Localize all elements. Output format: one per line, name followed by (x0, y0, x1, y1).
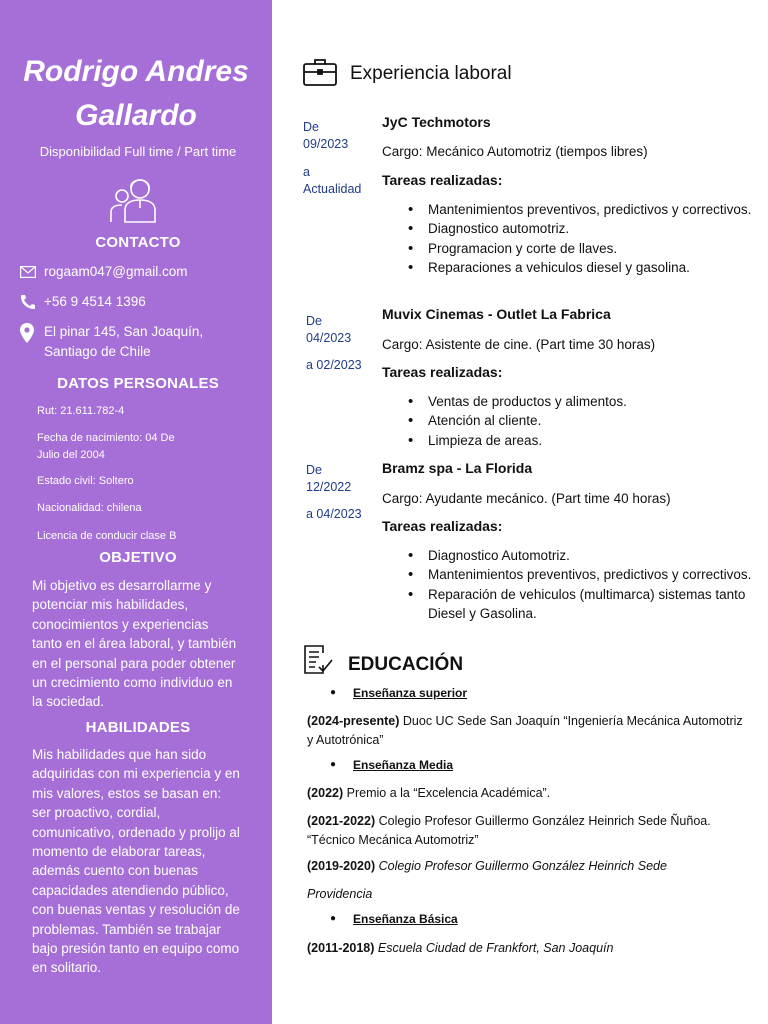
list-item: • Programacion y corte de llaves. (428, 239, 768, 258)
skills-text: Mis habilidades que han sido adquiridas con mi experiencia y en mis valores, estos se basan en: ser proactivo, cordial, comunicativo, ordenado y prolijo al momento de elaborar tareas, además cuento con buenas capacidades atendiendo público, con buenas ventas y resolución de problemas. También se trabajar bajo presión tanto en equipo como en solitario. (32, 747, 240, 976)
entry-year: (2022) (307, 786, 344, 800)
list-item: • Diagnostico Automotriz. (428, 546, 768, 565)
email-text: rogaam047@gmail.com (44, 264, 188, 279)
higher-education-entry (307, 712, 747, 750)
job-3-dates (306, 462, 362, 523)
list-item: • Reparaciones a vehiculos diesel y gasolina. (428, 258, 768, 277)
award-entry (307, 784, 747, 803)
phone-row[interactable] (20, 292, 146, 312)
higher-education-label: ● Enseñanza superior (353, 686, 467, 700)
people-icon (107, 174, 161, 224)
civil-status: Estado civil: Soltero (37, 475, 134, 487)
job-2-tasks (428, 392, 768, 450)
entry-text: Providencia (307, 887, 373, 901)
job-1-company: JyC Techmotors (382, 114, 491, 130)
primary-education-label: ● Enseñanza Básica (353, 912, 458, 926)
rut: Rut: 21.611.782-4 (37, 405, 125, 417)
candidate-name (0, 50, 272, 138)
list-item: • Mantenimientos preventivos, predictivos y correctivos. (428, 565, 768, 584)
secondary-entry-1 (307, 812, 747, 850)
list-item: • Limpieza de areas. (428, 431, 768, 450)
availability: Disponibilidad Full time / Part time (39, 144, 237, 159)
birth-line-1: Fecha de nacimiento: 04 De (37, 432, 175, 444)
entry-text: Duoc UC Sede San Joaquín “Ingeniería Mecánica Automotriz y Autotrónica” (307, 714, 743, 747)
job-1-to: Actualidad (303, 182, 362, 196)
job-3-role: Cargo: Ayudante mecánico. (Part time 40 horas) (382, 491, 671, 506)
location-pin-icon (20, 322, 44, 344)
job-2-role: Cargo: Asistente de cine. (Part time 30 horas) (382, 337, 656, 352)
objective-heading: OBJETIVO (99, 549, 177, 566)
job-2-tasks-label: Tareas realizadas: (382, 364, 503, 380)
personal-data-heading: DATOS PERSONALES (57, 375, 219, 392)
address-line-1: El pinar 145, San Joaquín, (44, 324, 204, 339)
job-1-to-label: a (303, 165, 310, 179)
entry-year: (2024-presente) (307, 714, 400, 728)
name-line-1: Rodrigo Andres (23, 55, 249, 88)
contact-heading: CONTACTO (95, 234, 181, 251)
job-1-dates (303, 119, 361, 198)
email-row[interactable] (20, 262, 188, 282)
address-line-2: Santiago de Chile (44, 344, 151, 359)
skills-heading: HABILIDADES (85, 719, 191, 736)
checklist-icon (303, 645, 333, 675)
phone-icon (20, 292, 44, 312)
envelope-icon (20, 262, 44, 282)
job-1-role: Cargo: Mecánico Automotriz (tiempos libres) (382, 144, 648, 159)
list-item: • Ventas de productos y alimentos. (428, 392, 768, 411)
briefcase-icon (303, 58, 337, 86)
address-row (20, 322, 203, 362)
secondary-education-label: ● Enseñanza Media (353, 758, 453, 772)
entry-text: Premio a la “Excelencia Académica”. (346, 786, 551, 800)
name-line-2: Gallardo (75, 99, 197, 132)
secondary-entry-2 (307, 857, 747, 876)
sidebar (0, 0, 272, 1024)
job-2-from: 04/2023 (306, 331, 352, 345)
job-2-company: Muvix Cinemas - Outlet La Fabrica (382, 306, 611, 322)
job-2-from-label: De (306, 314, 322, 328)
entry-text: Colegio Profesor Guillermo González Heinrich Sede (378, 859, 667, 873)
job-1-from-label: De (303, 120, 319, 134)
entry-text: Escuela Ciudad de Frankfort, San Joaquín (377, 941, 614, 955)
entry-year: (2019-2020) (307, 859, 376, 873)
job-2-to: a 02/2023 (306, 358, 362, 372)
nationality: Nacionalidad: chilena (37, 502, 142, 514)
entry-year: (2011-2018) (307, 941, 375, 955)
secondary-entry-2-cont (307, 885, 747, 904)
list-item: • Mantenimientos preventivos, predictivos y correctivos. (428, 200, 768, 219)
job-3-from-label: De (306, 463, 322, 477)
phone-text: +56 9 4514 1396 (44, 294, 146, 309)
birth-date (37, 430, 217, 464)
education-heading: EDUCACIÓN (348, 654, 464, 675)
job-3-from: 12/2022 (306, 480, 352, 494)
list-item: • Atención al cliente. (428, 411, 768, 430)
job-3-to: a 04/2023 (306, 507, 362, 521)
experience-heading: Experiencia laboral (350, 63, 512, 84)
list-item: • Reparación de vehiculos (multimarca) sistemas tanto Diesel y Gasolina. (428, 585, 768, 624)
job-1-tasks (428, 200, 768, 278)
job-2-dates (306, 313, 362, 374)
objective-text: Mi objetivo es desarrollarme y potenciar mis habilidades, conocimientos y experiencias tanto en el área laboral, y también en el personal para poder obtener un crecimiento como individuo en la sociedad. (32, 578, 237, 710)
driver-license: Licencia de conducir clase B (37, 530, 177, 542)
primary-entry (307, 939, 747, 958)
address-text (44, 322, 203, 362)
job-3-tasks-label: Tareas realizadas: (382, 518, 503, 534)
list-item: • Diagnostico automotriz. (428, 219, 768, 238)
entry-text: Colegio Profesor Guillermo González Heinrich Sede Ñuñoa. “Técnico Mecánica Automotriz” (307, 814, 711, 847)
job-1-tasks-label: Tareas realizadas: (382, 172, 503, 188)
entry-year: (2021-2022) (307, 814, 376, 828)
job-3-company: Bramz spa - La Florida (382, 460, 533, 476)
birth-line-2: Julio del 2004 (37, 449, 105, 461)
job-3-tasks (428, 546, 768, 624)
job-1-from: 09/2023 (303, 137, 349, 151)
